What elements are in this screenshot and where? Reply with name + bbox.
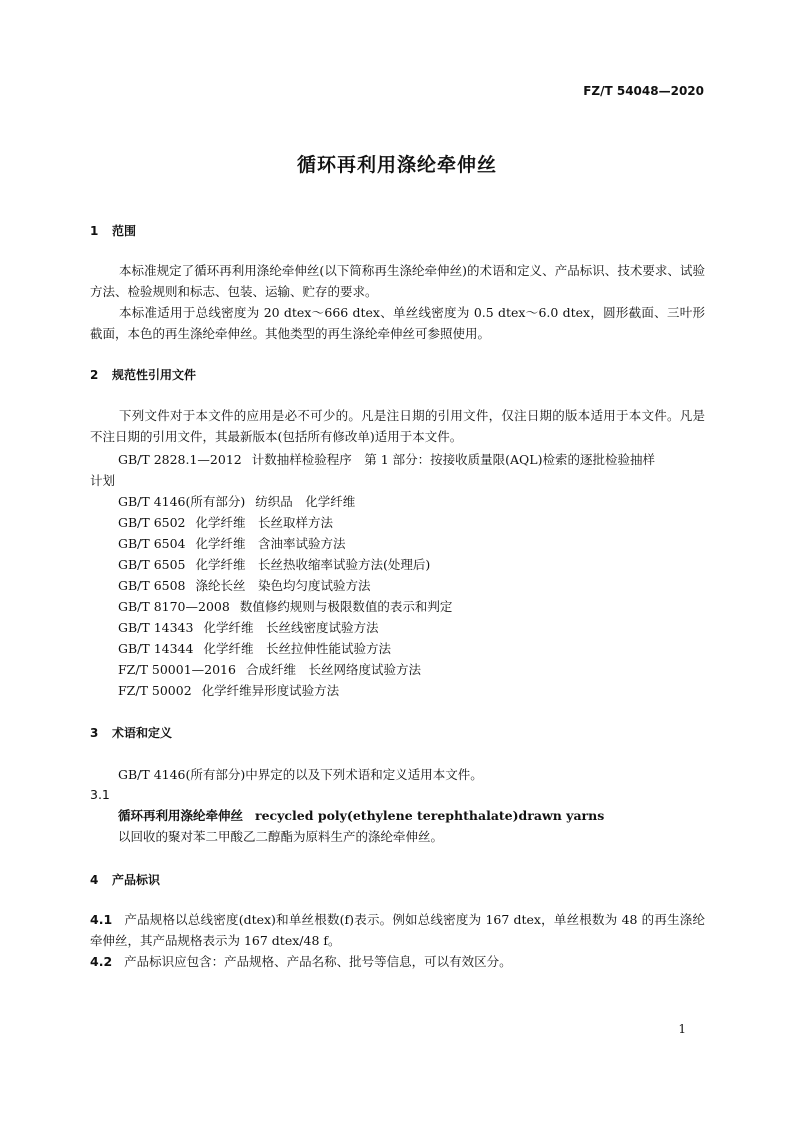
reference-item	[118, 534, 346, 552]
reference-title: 化学纤维异形度试验方法	[201, 683, 340, 698]
reference-code: GB/T 14344	[118, 641, 194, 656]
reference-item	[118, 681, 339, 699]
scope-paragraph-2: 本标准适用于总线密度为 20 dtex～666 dtex、单丝线密度为 0.5 dtex～6.0 dtex，圆形截面、三叶形截面，本色的再生涤纶牵伸丝。其他类型的再生涤纶牵伸丝可参照使用。	[90, 305, 705, 341]
document-title: 循环再利用涤纶牵伸丝	[296, 154, 497, 176]
clause-text: 产品规格以总线密度(dtex)和单丝根数(f)表示。例如总线密度为 167 dtex，单丝根数为 48 的再生涤纶牵伸丝，其产品规格表示为 167 dtex/48 f。	[90, 912, 705, 948]
reference-item	[118, 450, 655, 468]
term-english: recycled poly(ethylene terephthalate)drawn yarns	[255, 808, 605, 823]
section-4-heading	[90, 871, 160, 888]
term-entry	[118, 806, 604, 824]
reference-code: GB/T 2828.1—2012	[118, 452, 242, 467]
section-3-heading	[90, 724, 172, 741]
reference-code: FZ/T 50002	[118, 683, 192, 698]
reference-item	[118, 492, 355, 510]
reference-item	[118, 513, 333, 531]
reference-code: GB/T 6505	[118, 557, 186, 572]
reference-code: GB/T 6508	[118, 578, 186, 593]
section-number: 4	[90, 873, 99, 887]
section-title: 术语和定义	[112, 726, 173, 740]
reference-code: FZ/T 50001—2016	[118, 662, 236, 677]
terms-intro: GB/T 4146(所有部分)中界定的以及下列术语和定义适用本文件。	[118, 767, 483, 782]
standard-number: FZ/T 54048—2020	[583, 84, 704, 98]
clause-number: 4.1	[90, 912, 113, 927]
clause-4-2	[90, 951, 705, 972]
reference-title: 化学纤维 长丝热收缩率试验方法(处理后)	[195, 557, 431, 572]
reference-title: 化学纤维 含油率试验方法	[195, 536, 346, 551]
clause-number: 4.2	[90, 954, 113, 969]
reference-title: 化学纤维 长丝线密度试验方法	[203, 620, 379, 635]
reference-code: GB/T 6504	[118, 536, 186, 551]
reference-title: 计数抽样检验程序 第 1 部分：按接收质量限(AQL)检索的逐批检验抽样	[251, 452, 655, 467]
section-2-heading	[90, 366, 196, 383]
section-title: 范围	[112, 224, 137, 238]
reference-title: 纺织品 化学纤维	[255, 494, 356, 509]
reference-title: 数值修约规则与极限数值的表示和判定	[239, 599, 453, 614]
reference-item	[118, 555, 430, 573]
section-title: 规范性引用文件	[112, 368, 197, 382]
clause-4-1	[90, 909, 705, 951]
section-title: 产品标识	[112, 873, 161, 887]
term-definition: 以回收的聚对苯二甲酸乙二醇酯为原料生产的涤纶牵伸丝。	[118, 829, 444, 844]
reference-code: GB/T 4146(所有部分)	[118, 494, 246, 509]
reference-title: 合成纤维 长丝网络度试验方法	[245, 662, 421, 677]
reference-code: GB/T 14343	[118, 620, 194, 635]
page-number: 1	[678, 1022, 686, 1036]
reference-item	[118, 618, 378, 636]
reference-title: 化学纤维 长丝取样方法	[195, 515, 334, 530]
term-chinese: 循环再利用涤纶牵伸丝	[118, 808, 244, 823]
section-1-heading	[90, 222, 136, 239]
clause-text: 产品标识应包含：产品规格、产品名称、批号等信息，可以有效区分。	[124, 954, 512, 969]
term-number: 3.1	[90, 787, 110, 802]
reference-item	[118, 597, 452, 615]
reference-item	[118, 639, 391, 657]
reference-code: GB/T 8170—2008	[118, 599, 230, 614]
reference-item	[118, 576, 371, 594]
references-intro: 下列文件对于本文件的应用是必不可少的。凡是注日期的引用文件，仅注日期的版本适用于本文件。凡是不注日期的引用文件，其最新版本(包括所有修改单)适用于本文件。	[90, 408, 705, 444]
section-number: 3	[90, 726, 99, 740]
reference-title: 化学纤维 长丝拉伸性能试验方法	[203, 641, 391, 656]
scope-paragraph-1: 本标准规定了循环再利用涤纶牵伸丝(以下简称再生涤纶牵伸丝)的术语和定义、产品标识、技术要求、试验方法、检验规则和标志、包装、运输、贮存的要求。	[90, 263, 705, 299]
section-number: 1	[90, 224, 99, 238]
reference-title: 涤纶长丝 染色均匀度试验方法	[195, 578, 371, 593]
reference-title-continued: 计划	[90, 473, 116, 488]
section-number: 2	[90, 368, 99, 382]
reference-item	[118, 660, 421, 678]
reference-code: GB/T 6502	[118, 515, 186, 530]
